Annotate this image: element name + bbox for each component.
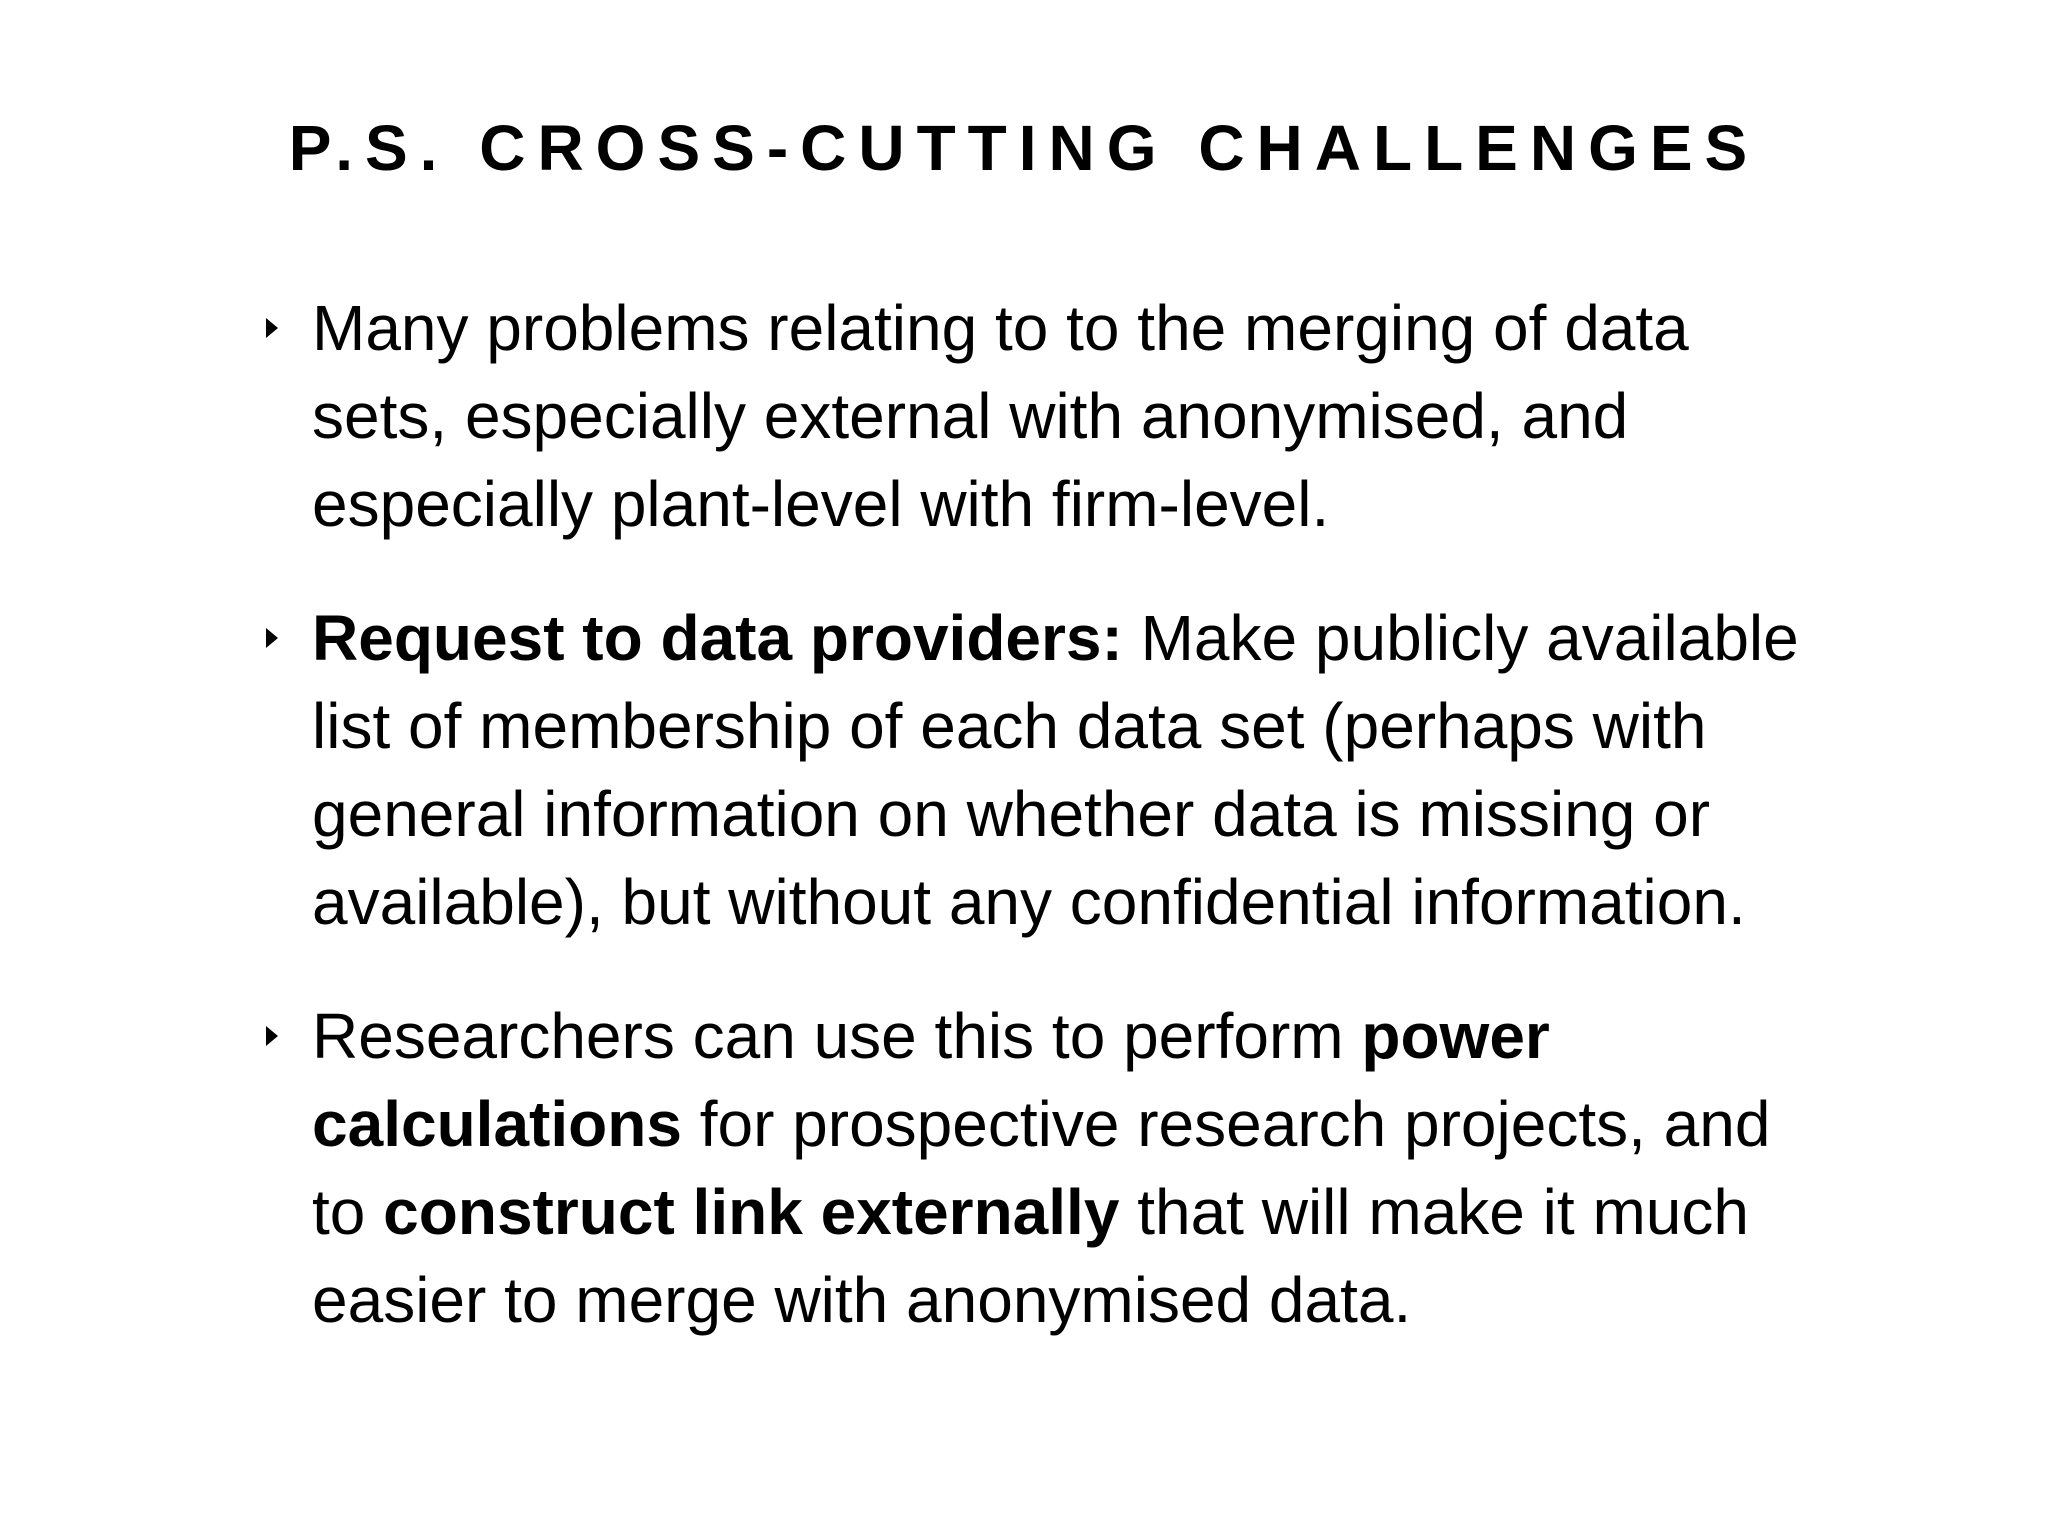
bullet-text: Many problems relating to to the merging of data sets, especially external with anonymised, and especially plant-level with firm-level. <box>312 292 1689 540</box>
bullet-bold-text: construct link externally <box>383 1176 1120 1248</box>
slide-title: P.S. CROSS-CUTTING CHALLENGES <box>288 112 1760 184</box>
triangle-bullet-icon <box>266 1026 278 1046</box>
bullet-text: Make publicly available list of membership of each data set (perhaps with general information on whether data is missing or available), but without any confidential information. <box>312 602 1799 938</box>
bullet-bold-text: Request to data providers: <box>312 602 1123 674</box>
bullet-text: that will make it much easier to merge with anonymised data. <box>312 1176 1749 1336</box>
bullet-item <box>258 284 1838 548</box>
triangle-bullet-icon <box>266 628 278 648</box>
bullet-list <box>258 284 1838 1390</box>
triangle-bullet-icon <box>266 318 278 338</box>
bullet-bold-text: power calculations <box>312 1000 1550 1160</box>
bullet-text: for prospective research projects, and to <box>312 1088 1771 1248</box>
bullet-item <box>258 992 1838 1344</box>
bullet-item <box>258 594 1838 946</box>
bullet-text: Researchers can use this to perform <box>312 1000 1362 1072</box>
